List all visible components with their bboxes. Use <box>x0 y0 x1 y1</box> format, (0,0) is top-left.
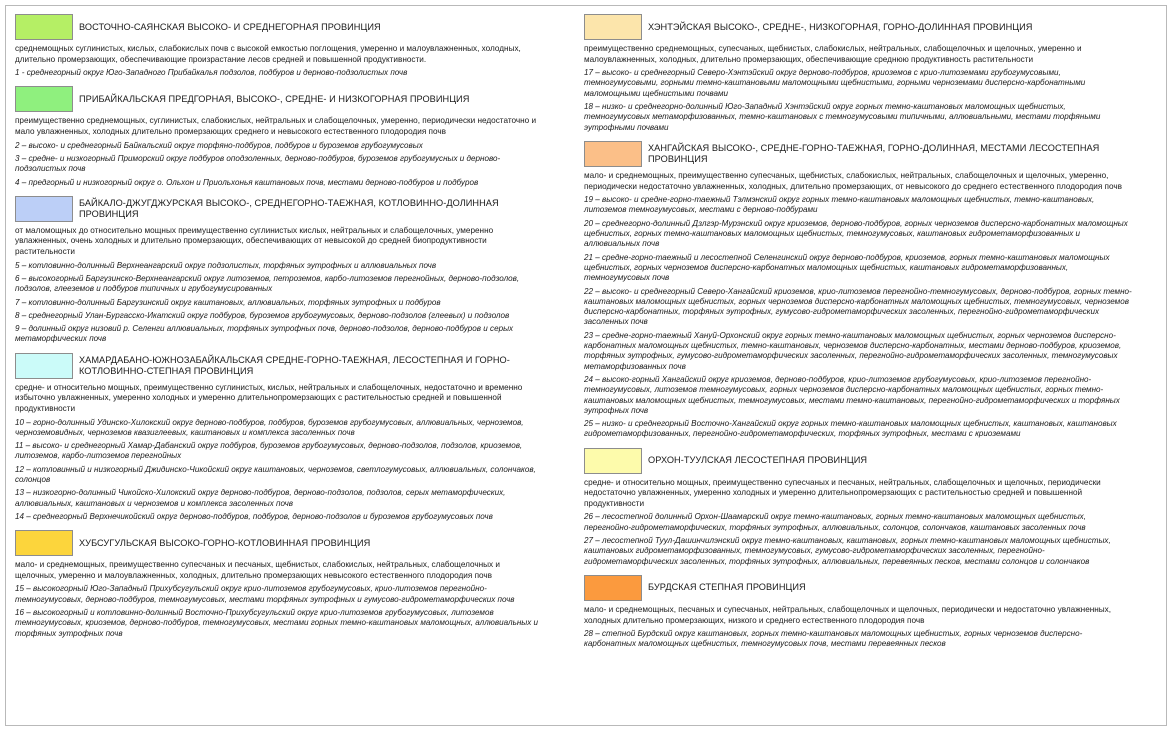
district-entry: 21 – средне-горно-таежный и лесостепной Селенгинский округ дерново-подбуров, криоземов, горных темно-каштановых маломощных щебнистых, горных черноземов дисперсно-карбонатных маломощных щебнистых, каштановых гидрометаморфизованных, темногумусовых почв <box>584 252 1110 283</box>
province-header <box>15 14 543 40</box>
district-entry: 2 – высоко- и среднегорный Байкальский округ торфяно-подбуров, подбуров и буроземов грубогумусовых <box>15 140 423 150</box>
district-entry: 17 – высоко- и среднегорный Северо-Хэнтэйский округ дерново-подбуров, криоземов с крио-литоземами грубогумусовыми, темногумусовыми, горными темно-каштановыми маломощными щебнистыми, горными черноземами дисперсно-карбонатными маломощными щебнистыми почвами <box>584 68 1086 98</box>
province-description: мало- и среднемощных, преимущественно супесчаных, щебнистых, слабокислых, нейтральных, слабощелочных и щелочных, умеренно, периодически недостаточно увлажненных, холодных, длительно промерзающих, от невысокого до среднего естественного плодородия почв <box>584 170 1122 191</box>
district-entry: 13 – низкогорно-долинный Чикойско-Хилокский округ дерново-подбуров, дерново-подзолов, подзолов, серых метаморфических, аллювиальных, каштановых и черноземов и комплекса засоленных почв <box>15 488 506 508</box>
district-entry: 19 – высоко- и средне-горно-таежный Тэлмэнский округ горных темно-каштановых маломощных щебнистых, темно-каштановых, литоземов темногумусовых, местами с дерново-подбурами <box>584 195 1095 215</box>
district-entry: 11 – высоко- и среднегорный Хамар-Дабанский округ подбуров, буроземов грубогумусовых, дерново-подзолов, подзолов, криоземов, литоземов, карбо-литоземов перегнойных <box>15 441 523 461</box>
district-entry: 9 – долинный округ низовий р. Селенги аллювиальных, торфяных эутрофных почв, дерново-подзолов, дерново-подбуров и серых метаморфических почв <box>15 324 514 344</box>
province-title: ХУБСУГУЛЬСКАЯ ВЫСОКО-ГОРНО-КОТЛОВИННАЯ ПРОВИНЦИЯ <box>79 537 371 548</box>
province-description: средне- и относительно мощных, преимущественно супесчаных и песчаных, нейтральных, слабощелочных и щелочных, периодически недостаточно увлажненных, умеренно холодных и умеренно длительнопромерзающих с растительностью средней и повышенной продуктивности <box>584 477 1101 508</box>
color-swatch <box>15 14 73 40</box>
district-entry: 28 – степной Бурдский округ каштановых, горных темно-каштановых маломощных щебнистых, горных черноземов дисперсно-карбонатных маломощных щебнистых, темногумусовых почв, местами перевеянных песков <box>584 629 1083 649</box>
color-swatch <box>15 86 73 112</box>
district-entry: 25 – низко- и среднегорный Восточно-Хангайский округ горных темно-каштановых маломощных щебнистых, каштановых, каштановых гидрометаморфизованных, перегнойно-гидрометаморфических, торфяных эутрофных, местами с криоземами <box>584 419 1117 439</box>
district-entry: 4 – предгорный и низкогорный округ о. Ольхон и Приольхонья каштановых почв, местами дерново-подбуров и подбуров <box>15 177 479 187</box>
color-swatch <box>584 575 642 601</box>
district-entry: 20 – среднегорно-долинный Дзлгэр-Мурэнский округ криоземов, дерново-подбуров, горных черноземов дисперсно-карбонатных маломощных щебнистых, горных темно-каштановых маломощных щебнистых, темногумусовых, каштановых гидрометаморфизованных и аллювиальных почв <box>584 218 1128 249</box>
province-description: средне- и относительно мощных, преимущественно суглинистых, кислых, нейтральных и слабощелочных, недостаточно и временно избыточно увлажненных, умеренно холодных и умеренно длительнопромерзающих с растительностью средней и повышенной продуктивности <box>15 382 523 413</box>
district-entry: 27 – лесостепной Туул-Дашинчилэнский округ темно-каштановых, каштановых, горных темно-каштановых маломощных щебнистых, каштановых гидрометаморфизованных, темногумусовых, гумусово-гидрометаморфических засоленных, перегнойно-гидрометаморфических засоленных, торфяных эутрофных, аллювиальных, перевеянных песков, местами солонцов и солончаков <box>584 536 1111 566</box>
district-entry: 16 – высокогорный и котловинно-долинный Восточно-Прихубсугульский округ крио-литоземов грубогумусовых, литоземов темногумусовых, криоземов, дерново-подбуров, темногумусовых, местами горных темно-каштановых маломощных, аллювиальных и торфяных эутрофных почв <box>15 607 539 638</box>
province-title: ХАМАРДАБАНО-ЮЖНОЗАБАЙКАЛЬСКАЯ СРЕДНЕ-ГОРНО-ТАЕЖНАЯ, ЛЕСОСТЕПНАЯ И ГОРНО-КОТЛОВИННО-СТЕПНАЯ ПРОВИНЦИЯ <box>79 354 510 376</box>
province-header <box>15 530 543 556</box>
province-description: среднемощных суглинистых, кислых, слабокислых почв с высокой емкостью поглощения, умеренно и малоувлажненных, холодных, длительно промерзающих, обеспечивающие произрастание лесов средней и повышенной продуктивности. <box>15 44 521 64</box>
color-swatch <box>15 353 73 379</box>
province-header <box>15 196 543 222</box>
district-entry: 8 – среднегорный Улан-Бургасско-Икатский округ подбуров, буроземов грубогумусовых, дерново-подзолов (глеевых) и подзолов <box>15 310 510 320</box>
district-entry: 18 – низко- и среднегорно-долинный Юго-Западный Хэнтэйский округ горных темно-каштановых маломощных щебнистых, темногумусовых метаморфизованных, темно-каштановых с темногумусовыми типичными, аллювиальными, местами торфяными эутрофными почвами <box>584 102 1101 132</box>
district-entry: 14 – среднегорный Верхнечикойский округ дерново-подбуров, подбуров, дерново-подзолов и буроземов грубогумусовых почв <box>15 511 493 521</box>
district-entry: 1 - среднегорный округ Юго-Западного Прибайкалья подзолов, подбуров и дерново-подзолистых почв <box>15 68 408 78</box>
province-title: ВОСТОЧНО-САЯНСКАЯ ВЫСОКО- И СРЕДНЕГОРНАЯ ПРОВИНЦИЯ <box>79 21 381 32</box>
color-swatch <box>584 448 642 474</box>
province-title: ПРИБАЙКАЛЬСКАЯ ПРЕДГОРНАЯ, ВЫСОКО-, СРЕДНЕ- И НИЗКОГОРНАЯ ПРОВИНЦИЯ <box>79 93 470 104</box>
province-header <box>15 353 543 379</box>
province-header <box>584 141 1132 167</box>
district-entry: 22 – высоко- и среднегорный Северо-Хангайский криоземов, крио-литоземов перегнойно-темногумусовых, дерново-подбуров, горных темно-каштановых маломощных щебнистых, горных черноземов дисперсно-карбонатных маломощных щебнистых, темногумусовых, черноземов дисперсно-карбонатных, торфяных эутрофных, гумусово-гидрометаморфических засоленных, перегнойно-гидрометаморфических засоленных почв <box>584 286 1132 327</box>
province-title: ОРХОН-ТУУЛСКАЯ ЛЕСОСТЕПНАЯ ПРОВИНЦИЯ <box>648 455 868 466</box>
district-entry: 23 – средне-горно-таежный Хануй-Орхонский округ горных темно-каштановых маломощных щебнистых, горных черноземов дисперсно-карбонатных маломощных щебнистых, темно-каштановых, черноземов дисперсно-карбонатных, местами дерново-подбуров, криоземов, торфяных эутрофных, гумусово-гидрометаморфических засоленных, перегнойно-гидрометаморфических засоленных, темногумусовых метаморфизованных почв <box>584 330 1122 371</box>
district-entry: 12 – котловинный и низкогорный Джидинско-Чикойский округ каштановых, черноземов, светлогумусовых, аллювиальных, солончаков, солонцов <box>15 464 536 484</box>
legend-column-right <box>584 12 1132 650</box>
color-swatch <box>584 141 642 167</box>
province-description: преимущественно среднемощных, супесчаных, щебнистых, слабокислых, нейтральных, слабощелочных и щелочных, умеренно и малоувлажненных, холодных, длительно промерзающих, обеспечивающие среднюю продуктивность растительности <box>584 44 1082 64</box>
color-swatch <box>584 14 642 40</box>
province-header <box>584 575 1132 601</box>
color-swatch <box>15 530 73 556</box>
province-title: БАЙКАЛО-ДЖУГДЖУРСКАЯ ВЫСОКО-, СРЕДНЕГОРНО-ТАЕЖНАЯ, КОТЛОВИННО-ДОЛИННАЯ ПРОВИНЦИЯ <box>79 197 499 219</box>
province-header <box>584 14 1132 40</box>
province-header <box>15 86 543 112</box>
district-entry: 24 – высоко-горный Хангайский округ криоземов, дерново-подбуров, крио-литоземов грубогумусовых, крио-литоземов перегнойно-темногумусовых, литоземов темногумусовых, горных черноземов дисперсно-карбонатных маломощных щебнистых, горных темно-каштановых маломощных щебнистых, темногумусовых, местами темно-каштановых, перегнойно-гидрометаморфических и торфяных эутрофных почв <box>584 374 1120 415</box>
province-header <box>584 448 1132 474</box>
province-description: мало- и среднемощных, преимущественно супесчаных и песчаных, щебнистых, слабокислых, нейтральных, слабощелочных и щелочных, умеренно и малоувлажненных, холодных, длительно промерзающих невысокого естественного плодородия почв <box>15 560 500 580</box>
district-entry: 10 – горно-долинный Удинско-Хилокский округ дерново-подбуров, подбуров, буроземов грубогумусовых, аллювиальных, черноземов, черноземовидных, черноземов квазиглеевых, каштановых и комплекса засоленных почв <box>15 417 524 437</box>
district-entry: 6 – высокогорный Баргузинско-Верхнеангарский округ литоземов, петроземов, карбо-литоземов перегнойных, дерново-подзолов, подзолов, глееземов и подбуров типичных и грубогумусированных <box>15 273 520 294</box>
province-description: преимущественно среднемощных, суглинистых, слабокислых, нейтральных и слабощелочных, умеренно, периодически недостаточно и мало увлажненных, холодных длительно промерзающих среднего и невысокого естественного плодородия почв <box>15 116 537 137</box>
district-entry: 15 – высокогорный Юго-Западный Прихубсугульский округ крио-литоземов грубогумусовых, крио-литоземов перегнойно- темногумусовых, дерново-подбуров, темногумусовых, местами торфяных эутрофных и гумусово-гидрометаморфических почв <box>15 584 515 604</box>
district-entry: 3 – средне- и низкогорный Приморский округ подбуров оподзоленных, дерново-подбуров, буроземов грубогумусных и дерново-подзолистых почв <box>15 153 501 174</box>
province-title: ХЭНТЭЙСКАЯ ВЫСОКО-, СРЕДНЕ-, НИЗКОГОРНАЯ, ГОРНО-ДОЛИННАЯ ПРОВИНЦИЯ <box>648 21 1033 32</box>
province-description: мало- и среднемощных, песчаных и супесчаных, нейтральных, слабощелочных и щелочных, периодически и недостаточно увлажненных, холодных длительно промерзающих, низкого и среднего естественного плодородия почв <box>584 604 1112 625</box>
district-entry: 5 – котловинно-долинный Верхнеангарский округ подзолистых, торфяных эутрофных и аллювиальных почв <box>15 260 437 270</box>
province-description: от маломощных до относительно мощных преимущественно суглинистых кислых, нейтральных и слабощелочных, умеренно увлажненных, очень холодных и длительно промерзающих, обеспечивающих от невысокой до средней биопродуктивности растительности <box>15 225 494 257</box>
district-entry: 7 – котловинно-долинный Баргузинский округ каштановых, аллювиальных, торфяных эутрофных и подбуров <box>15 297 441 307</box>
color-swatch <box>15 196 73 222</box>
province-title: БУРДСКАЯ СТЕПНАЯ ПРОВИНЦИЯ <box>648 582 806 593</box>
legend-column-left <box>15 12 543 639</box>
province-title: ХАНГАЙСКАЯ ВЫСОКО-, СРЕДНЕ-ГОРНО-ТАЕЖНАЯ, ГОРНО-ДОЛИННАЯ, МЕСТАМИ ЛЕСОСТЕПНАЯ ПРОВИНЦИЯ <box>648 142 1100 164</box>
district-entry: 26 – лесостепной долинный Орхон-Шаамарский округ темно-каштановых, горных темно-каштановых маломощных щебнистых, перегнойно-гидрометаморфических, торфяных эутрофных, аллювиальных, солонцов, солончаков, каштановых засоленных почв <box>584 512 1086 532</box>
